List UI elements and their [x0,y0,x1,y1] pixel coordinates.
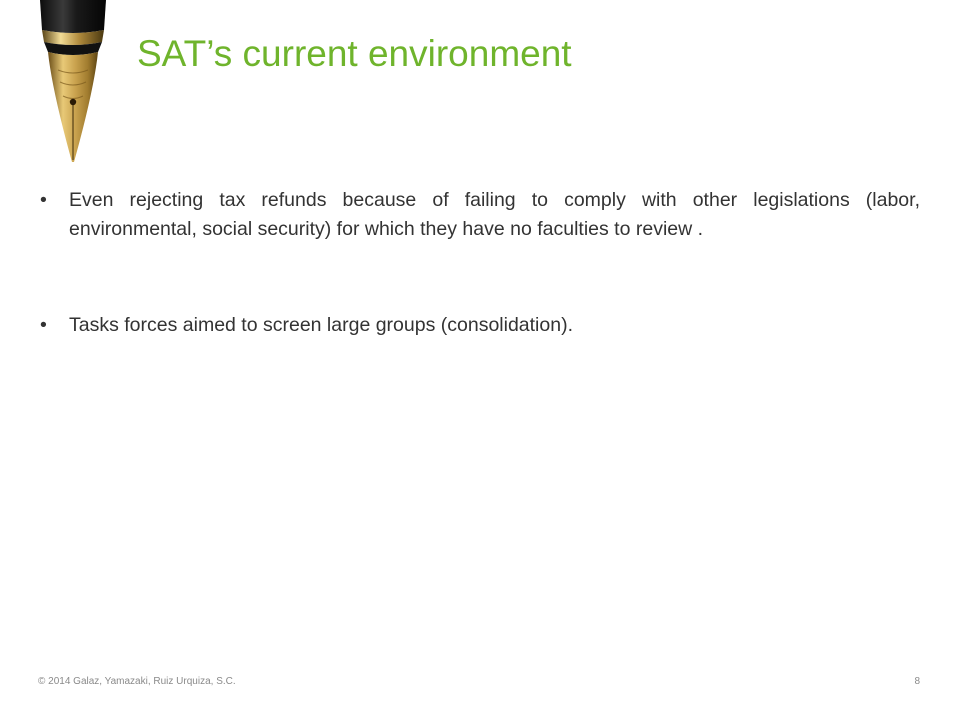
bullet-marker: • [40,314,47,336]
bullet-list [40,186,920,340]
bullet-item [40,186,920,244]
footer-copyright: © 2014 Galaz, Yamazaki, Ruiz Urquiza, S.C. [38,676,236,687]
bullet-item [40,311,920,340]
bullet-text: Even rejecting tax refunds because of failing to comply with other legislations (labor, environmental, social security) for which they have no faculties to review . [69,189,920,240]
bullet-text: Tasks forces aimed to screen large groups (consolidation). [69,314,573,336]
slide-title: SAT’s current environment [137,33,572,74]
page-number: 8 [914,676,920,687]
bullet-marker: • [40,189,47,211]
fountain-pen-nib-icon [28,0,118,168]
